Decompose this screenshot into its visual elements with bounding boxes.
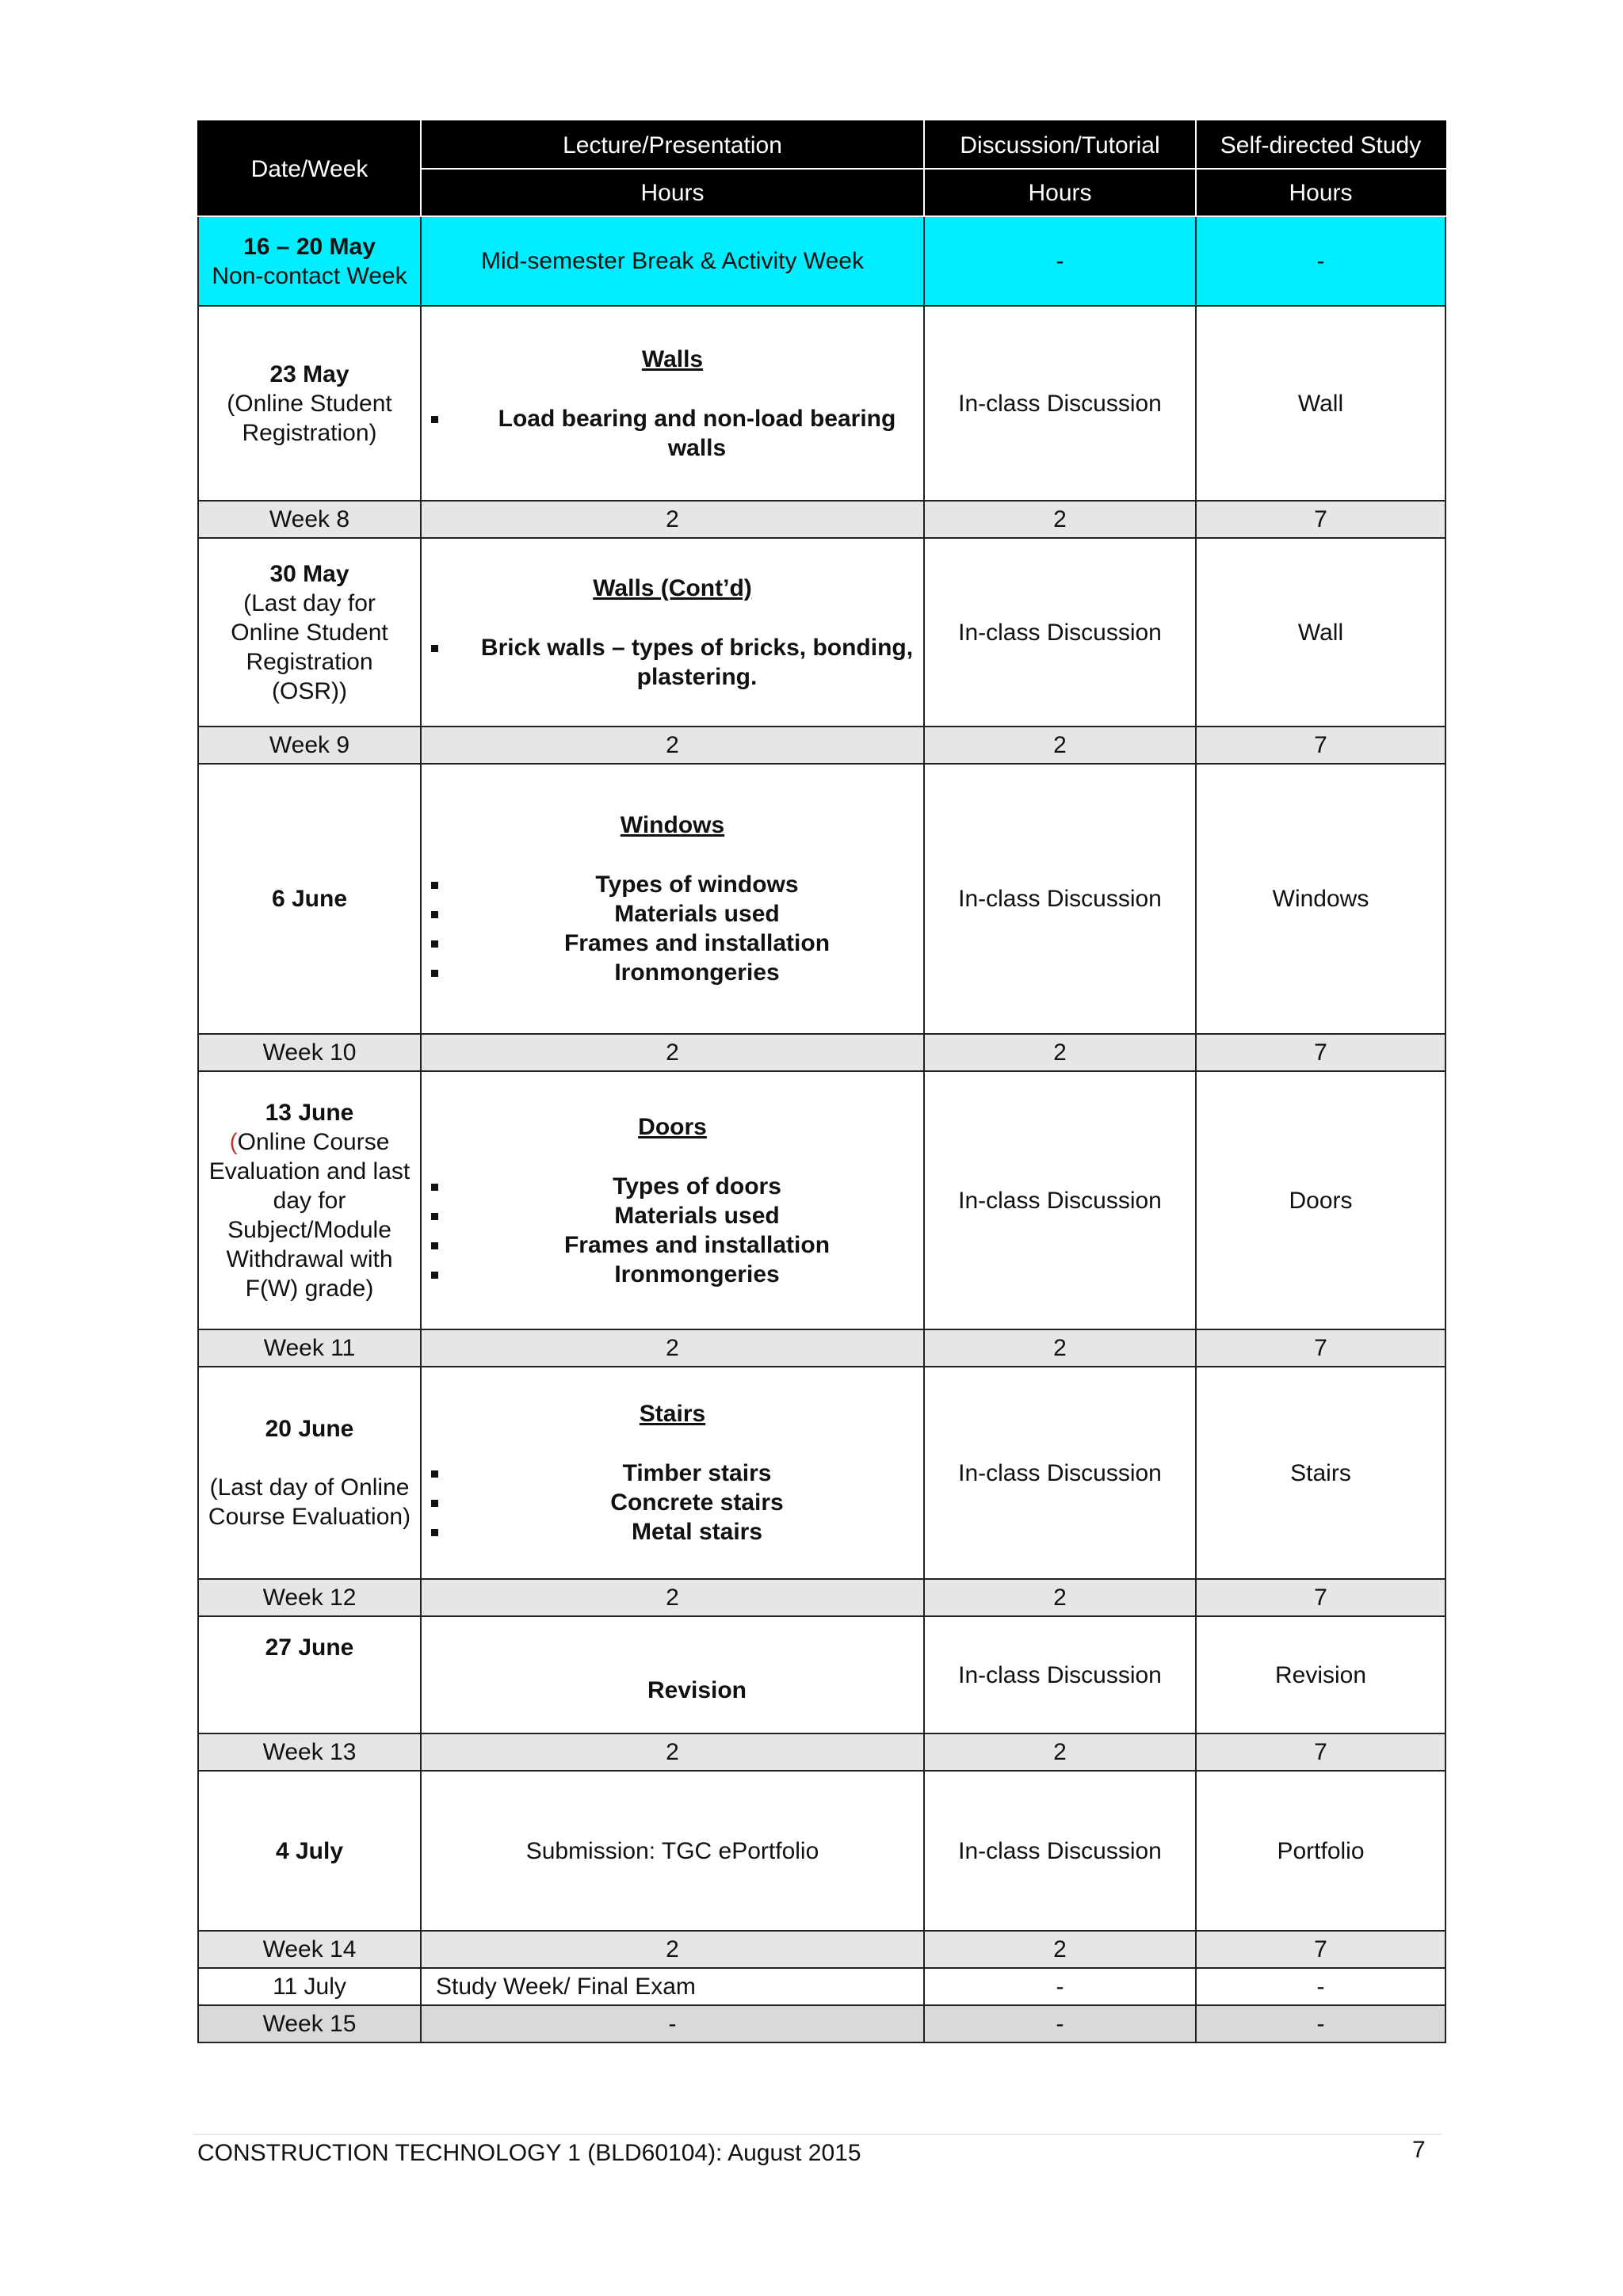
study-hours: 7: [1196, 1034, 1445, 1071]
session-topic: [421, 1771, 924, 1931]
break-date-note: Non-contact Week: [212, 262, 407, 289]
topic-item: Brick walls – types of bricks, bonding, plastering.: [430, 633, 915, 692]
topic-item: Metal stairs: [430, 1517, 915, 1547]
topic-list: [430, 1459, 915, 1547]
break-date-cell: [198, 216, 421, 306]
discussion-hours: 2: [924, 1329, 1196, 1367]
session-topic: [421, 306, 924, 501]
session-date: 20 June: [265, 1416, 354, 1442]
session-self-study: Revision: [1196, 1616, 1445, 1733]
topic-item: Ironmongeries: [430, 958, 915, 987]
discussion-hours: 2: [924, 1579, 1196, 1616]
session-row: [198, 1771, 1445, 1931]
header-lecture: Lecture/Presentation: [421, 121, 924, 169]
week-label: Week 14: [198, 1931, 421, 1968]
footer-page-number: 7: [1412, 2137, 1426, 2163]
session-date: 13 June: [265, 1099, 354, 1126]
break-self-study: -: [1196, 216, 1445, 306]
topic-list: [430, 870, 915, 987]
topic-item: Types of windows: [430, 870, 915, 899]
break-date: 16 – 20 May: [243, 233, 376, 260]
discussion-hours: 2: [924, 1034, 1196, 1071]
topic-title: Doors: [638, 1113, 707, 1140]
study-hours: 7: [1196, 1329, 1445, 1367]
red-paren: (: [229, 1128, 238, 1155]
topic-title: Stairs: [639, 1401, 706, 1427]
lecture-hours: 2: [421, 1733, 924, 1771]
session-discussion: In-class Discussion: [924, 538, 1196, 727]
topic-item: Ironmongeries: [430, 1260, 915, 1289]
header-lecture-hours: Hours: [421, 169, 924, 216]
lecture-hours: 2: [421, 1931, 924, 1968]
lecture-hours: 2: [421, 501, 924, 538]
table-header: [198, 121, 1445, 216]
session-date: 4 July: [275, 1837, 344, 1864]
session-date-note: (Last day for Online Student Registration (OSR)): [231, 589, 388, 704]
session-date: 30 May: [269, 560, 349, 587]
week-label: Week 9: [198, 727, 421, 764]
topic-item: Frames and installation: [430, 929, 915, 958]
discussion-hours: 2: [924, 1931, 1196, 1968]
week-label: Week 8: [198, 501, 421, 538]
session-date: 23 May: [269, 360, 349, 387]
topic-title: Walls (Cont’d): [593, 574, 752, 601]
topic-item: Timber stairs: [430, 1459, 915, 1488]
session-date: 27 June: [265, 1634, 354, 1661]
study-hours: 7: [1196, 1931, 1445, 1968]
header-self-study-hours: Hours: [1196, 169, 1445, 216]
study-hours: 7: [1196, 727, 1445, 764]
week-row: [198, 1579, 1445, 1616]
week-row: [198, 1931, 1445, 1968]
session-topic: [421, 1367, 924, 1579]
topic-list: [430, 1172, 915, 1289]
break-lecture: Mid-semester Break & Activity Week: [421, 216, 924, 306]
session-date-cell: [198, 1367, 421, 1579]
study-hours: 7: [1196, 1733, 1445, 1771]
week-label: Week 15: [198, 2005, 421, 2042]
footer-rule: [193, 2134, 1442, 2135]
session-date-cell: [198, 1771, 421, 1931]
topic-list: [430, 404, 915, 463]
final-self-study: -: [1196, 1968, 1445, 2005]
session-discussion: In-class Discussion: [924, 1616, 1196, 1733]
discussion-hours: 2: [924, 727, 1196, 764]
session-topic: [421, 538, 924, 727]
week-row: [198, 1733, 1445, 1771]
topic-text: Submission: TGC ePortfolio: [525, 1837, 819, 1864]
final-discussion: -: [924, 1968, 1196, 2005]
header-self-study: Self-directed Study: [1196, 121, 1445, 169]
week-row: [198, 727, 1445, 764]
session-date-cell: [198, 1616, 421, 1733]
session-topic: [421, 1071, 924, 1329]
discussion-hours: 2: [924, 1733, 1196, 1771]
header-discussion-hours: Hours: [924, 169, 1196, 216]
session-self-study: Doors: [1196, 1071, 1445, 1329]
header-date-week: Date/Week: [198, 121, 421, 216]
session-row: [198, 764, 1445, 1034]
topic-text: Revision: [647, 1676, 747, 1703]
session-self-study: Portfolio: [1196, 1771, 1445, 1931]
schedule-table: [197, 120, 1446, 2043]
session-date: 6 June: [271, 886, 348, 912]
lecture-hours: 2: [421, 1329, 924, 1367]
study-hours: -: [1196, 2005, 1445, 2042]
session-self-study: Wall: [1196, 306, 1445, 501]
session-date-cell: [198, 1071, 421, 1329]
session-date-cell: [198, 764, 421, 1034]
session-row: [198, 538, 1445, 727]
session-discussion: In-class Discussion: [924, 1771, 1196, 1931]
session-discussion: In-class Discussion: [924, 1071, 1196, 1329]
session-date-note: (Online Student Registration): [227, 390, 392, 446]
break-row: [198, 216, 1445, 306]
session-date-cell: [198, 306, 421, 501]
session-date-note: (Last day of Online Course Evaluation): [208, 1474, 411, 1530]
week-label: Week 13: [198, 1733, 421, 1771]
session-discussion: In-class Discussion: [924, 764, 1196, 1034]
lecture-hours: 2: [421, 1579, 924, 1616]
topic-item: Concrete stairs: [430, 1488, 915, 1517]
lecture-hours: 2: [421, 1034, 924, 1071]
session-row: [198, 1071, 1445, 1329]
topic-item: Frames and installation: [430, 1230, 915, 1260]
lecture-hours: 2: [421, 727, 924, 764]
session-row: [198, 306, 1445, 501]
study-hours: 7: [1196, 501, 1445, 538]
week-row: [198, 2005, 1445, 2042]
session-self-study: Stairs: [1196, 1367, 1445, 1579]
session-self-study: Wall: [1196, 538, 1445, 727]
topic-item: Materials used: [430, 1201, 915, 1230]
week-label: Week 10: [198, 1034, 421, 1071]
topic-list: [430, 633, 915, 692]
topic-item: Materials used: [430, 899, 915, 929]
topic-title: Walls: [641, 345, 704, 372]
session-discussion: In-class Discussion: [924, 306, 1196, 501]
session-self-study: Windows: [1196, 764, 1445, 1034]
final-date: 11 July: [198, 1968, 421, 2005]
session-row: [198, 1616, 1445, 1733]
week-row: [198, 1329, 1445, 1367]
week-label: Week 12: [198, 1579, 421, 1616]
week-row: [198, 1034, 1445, 1071]
final-exam-row: [198, 1968, 1445, 2005]
topic-item: Load bearing and non-load bearing walls: [430, 404, 915, 463]
final-lecture: Study Week/ Final Exam: [421, 1968, 924, 2005]
break-discussion: -: [924, 216, 1196, 306]
session-discussion: In-class Discussion: [924, 1367, 1196, 1579]
study-hours: 7: [1196, 1579, 1445, 1616]
topic-item: Types of doors: [430, 1172, 915, 1201]
session-topic: [421, 764, 924, 1034]
week-row: [198, 501, 1445, 538]
header-discussion: Discussion/Tutorial: [924, 121, 1196, 169]
discussion-hours: -: [924, 2005, 1196, 2042]
topic-title: Windows: [620, 812, 725, 838]
discussion-hours: 2: [924, 501, 1196, 538]
session-topic: [421, 1616, 924, 1733]
session-row: [198, 1367, 1445, 1579]
session-date-note: (Online Course Evaluation and last day for Subject/Module Withdrawal with F(W) grade): [208, 1128, 411, 1302]
session-date-cell: [198, 538, 421, 727]
footer-course-title: CONSTRUCTION TECHNOLOGY 1 (BLD60104): August 2015: [197, 2140, 861, 2166]
lecture-hours: -: [421, 2005, 924, 2042]
week-label: Week 11: [198, 1329, 421, 1367]
